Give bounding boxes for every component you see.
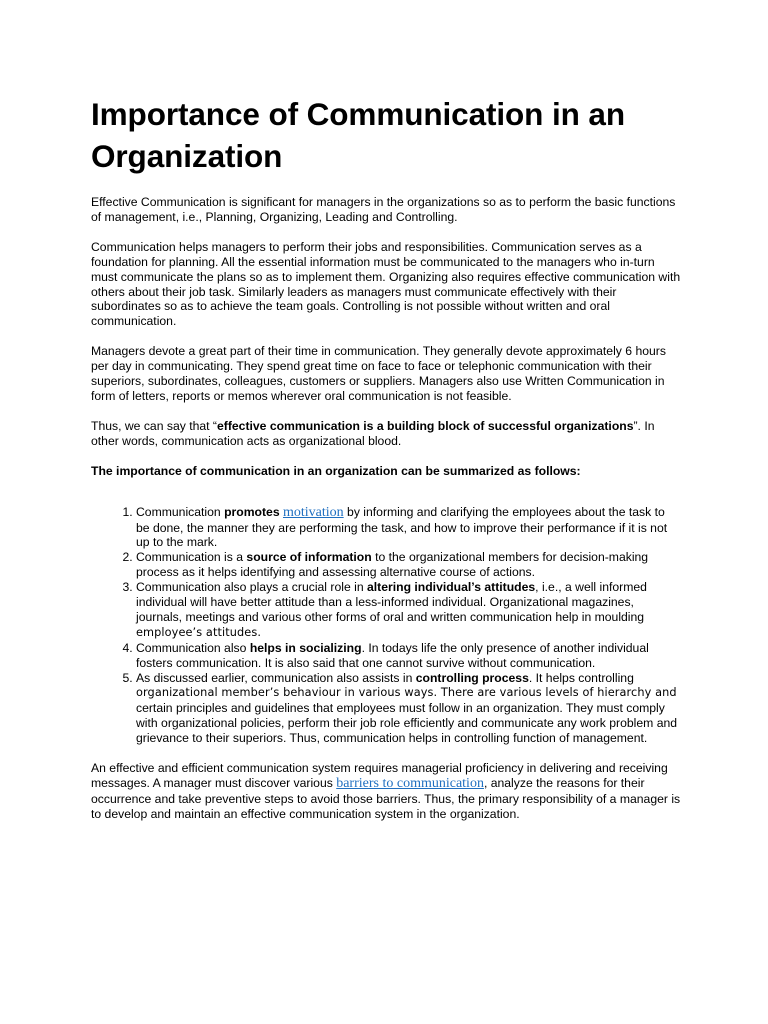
list-item: 5. As discussed earlier, communication also assists in controlling process. It helps controlling organizational member’s behaviour in various ways. There are various levels of hierarchy and certain principles and guidelines that employees must follow in an organization. They must comply with organizational policies, perform their job role efficiently and communicate any work problem and grievance to their superiors. Thus, communication helps in controlling function of management.	[136, 671, 681, 747]
paragraph-time-devoted: Managers devote a great part of their time in communication. They generally devote approximately 6 hours per day in communicating. They spend great time on face to face or telephonic communication with their superiors, subordinates, colleagues, customers or suppliers. Managers also use Written Communication in form of letters, reports or memos wherever oral communication is not feasible.	[91, 344, 666, 403]
list-item: 1. Communication promotes motivation by informing and clarifying the employees about the task to be done, the manner they are performing the task, and how to improve their performance if it is not up to the mark.	[136, 505, 681, 551]
bold-phrase: altering individual’s attitudes	[367, 580, 536, 595]
bold-phrase: promotes	[224, 504, 280, 519]
list-item: 4. Communication also helps in socializing. In todays life the only presence of another individual fosters communication. It is also said that one cannot survive without communication.	[136, 641, 681, 671]
list-item: 2. Communication is a source of information to the organizational members for decision-making process as it helps identifying and assessing alternative course of actions.	[136, 550, 681, 580]
text-segment: ”. In other words, communication acts as organizational blood.	[91, 418, 655, 448]
bold-phrase: effective communication is a building block of successful organizations	[217, 418, 634, 433]
paragraph-planning: Communication helps managers to perform their jobs and responsibilities. Communication serves as a foundation for planning. All the essential information must be communicated to the managers who in-turn must communicate the plans so as to implement them. Organizing also requires effective communication with others about their job task. Similarly leaders as managers must communicate effectively with their subordinates so as to achieve the team goals. Controlling is not possible without written and oral communication.	[91, 239, 681, 329]
paragraph-closing: An effective and efficient communication system requires managerial proficiency in delivering and receiving messages. A manager must discover various barriers to communication, analyze the reasons for their occurrence and take preventive steps to avoid those barriers. Thus, the primary responsibility of a manager is to develop and maintain an effective communication system in the organization.	[91, 761, 681, 821]
motivation-link[interactable]: motivation	[282, 504, 344, 520]
text-segment: Thus, we can say that “	[91, 418, 217, 433]
paragraph-intro: Effective Communication is significant for managers in the organizations so as to perform the basic functions of management, i.e., Planning, Organizing, Leading and Controlling.	[91, 195, 676, 224]
list-item: 3. Communication also plays a crucial role in altering individual’s attitudes, i.e., a well informed individual will have better attitude than a less-informed individual. Organizational magazines, journals, meetings and various other forms of oral and written communication help in moulding employee’s attitudes.	[136, 580, 681, 641]
summary-heading: The importance of communication in an organization can be summarized as follows:	[91, 463, 581, 478]
barriers-link[interactable]: barriers to communication	[336, 776, 484, 791]
bold-phrase: source of information	[246, 550, 372, 565]
bold-phrase: helps in socializing	[249, 640, 362, 655]
document-title: Importance of Communication in an Organization	[91, 96, 625, 174]
importance-list	[91, 505, 681, 747]
bold-phrase: controlling process	[415, 670, 529, 685]
document-page	[91, 93, 681, 837]
paragraph-building-block	[91, 419, 681, 449]
